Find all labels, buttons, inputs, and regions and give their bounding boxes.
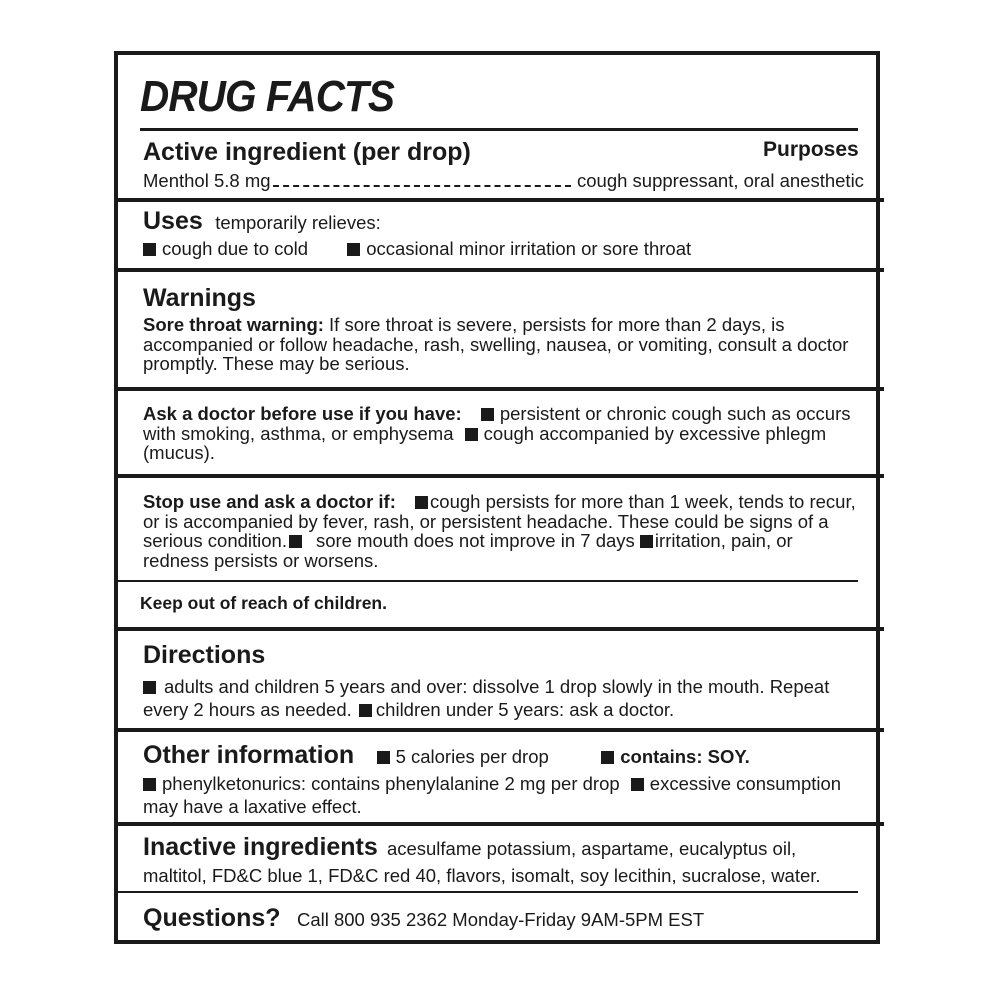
- active-ingredient-value: Menthol 5.8 mg: [143, 170, 271, 191]
- bullet-square-icon: [481, 408, 494, 421]
- active-ingredient-heading: Active ingredient (per drop): [143, 138, 471, 166]
- bullet-square-icon: [143, 681, 156, 694]
- title-rule: [140, 128, 858, 131]
- directions-heading: Directions: [143, 641, 266, 669]
- stop-use-label: Stop use and ask a doctor if:: [143, 491, 396, 512]
- stop-use-warning: [143, 492, 859, 570]
- laxative-note: excessive consumption may have a laxative effect.: [143, 773, 842, 817]
- directions-item: adults and children 5 years and over: dissolve 1 drop slowly in the mouth. Repeat every 2 hours as needed.: [143, 676, 830, 720]
- section-divider: [118, 268, 884, 272]
- section-divider: [118, 728, 884, 732]
- warnings-heading: Warnings: [143, 284, 256, 312]
- sore-throat-text: If sore throat is severe, persists for more than 2 days, is accompanied or follow headache, rash, swelling, nausea, or vomiting, consult a doctor promptly. These may be serious.: [143, 314, 849, 374]
- uses-item: cough due to cold: [162, 238, 309, 259]
- purposes-heading: Purposes: [763, 138, 859, 161]
- phenylketonurics-note: phenylketonurics: contains phenylalanine 2 mg per drop: [162, 773, 620, 794]
- bullet-square-icon: [415, 496, 428, 509]
- other-information-heading: Other information: [143, 741, 355, 769]
- bullet-square-icon: [347, 243, 360, 256]
- uses-items: [143, 239, 691, 258]
- questions-phone: Call 800 935 2362 Monday-Friday 9AM-5PM EST: [296, 909, 705, 930]
- inactive-ingredients-list: acesulfame potassium, aspartame, eucalyptus oil, maltitol, FD&C blue 1, FD&C red 40, flavors, isomalt, soy lecithin, sucralose, water.: [143, 838, 821, 886]
- section-divider: [118, 198, 884, 202]
- uses-intro: temporarily relieves:: [215, 212, 381, 233]
- directions-item: children under 5 years: ask a doctor.: [375, 699, 675, 720]
- section-divider: [118, 822, 884, 826]
- questions-row: [143, 904, 704, 933]
- section-divider: [118, 387, 884, 391]
- sore-throat-label: Sore throat warning:: [143, 314, 324, 335]
- uses-section: [143, 207, 381, 236]
- contains-soy: contains: SOY.: [620, 746, 750, 767]
- ask-doctor-item: cough accompanied by excessive phlegm (mucus).: [143, 422, 827, 463]
- uses-item: occasional minor irritation or sore throat: [366, 238, 692, 259]
- questions-rule: [118, 891, 858, 893]
- bullet-square-icon: [143, 778, 156, 791]
- leader-dashes: [273, 185, 571, 187]
- sore-throat-warning: [143, 315, 855, 374]
- stop-use-item: cough persists for more than 1 week, tends to recur, or is accompanied by fever, rash, or persistent headache. These could be signs of a serious condition.: [143, 491, 856, 551]
- inactive-ingredients: [143, 834, 848, 889]
- bullet-square-icon: [631, 778, 644, 791]
- other-information-details: [143, 772, 843, 818]
- active-purpose-value: cough suppressant, oral anesthetic: [577, 170, 864, 191]
- other-information-row: [143, 741, 750, 770]
- keep-out-of-reach: Keep out of reach of children.: [140, 593, 387, 613]
- questions-heading: Questions?: [143, 904, 281, 932]
- calories-per-drop: 5 calories per drop: [395, 746, 549, 767]
- ask-doctor-item: persistent or chronic cough such as occurs with smoking, asthma, or emphysema: [143, 403, 851, 444]
- bullet-square-icon: [359, 704, 372, 717]
- directions-items: [143, 675, 848, 721]
- section-divider: [118, 627, 884, 631]
- drug-facts-title: DRUG FACTS: [140, 72, 394, 121]
- bullet-square-icon: [377, 751, 390, 764]
- ask-doctor-label: Ask a doctor before use if you have:: [143, 403, 462, 424]
- section-divider: [118, 474, 884, 478]
- bullet-square-icon: [601, 751, 614, 764]
- uses-heading: Uses: [143, 207, 203, 235]
- bullet-square-icon: [465, 428, 478, 441]
- ask-doctor-warning: [143, 404, 857, 463]
- bullet-square-icon: [289, 535, 302, 548]
- stop-use-item: irritation, pain, or redness persists or worsens.: [143, 530, 793, 571]
- bullet-square-icon: [143, 243, 156, 256]
- bullet-square-icon: [640, 535, 653, 548]
- keep-out-rule: [118, 580, 858, 582]
- stop-use-item: sore mouth does not improve in 7 days: [315, 530, 635, 551]
- inactive-ingredients-heading: Inactive ingredients: [143, 833, 378, 861]
